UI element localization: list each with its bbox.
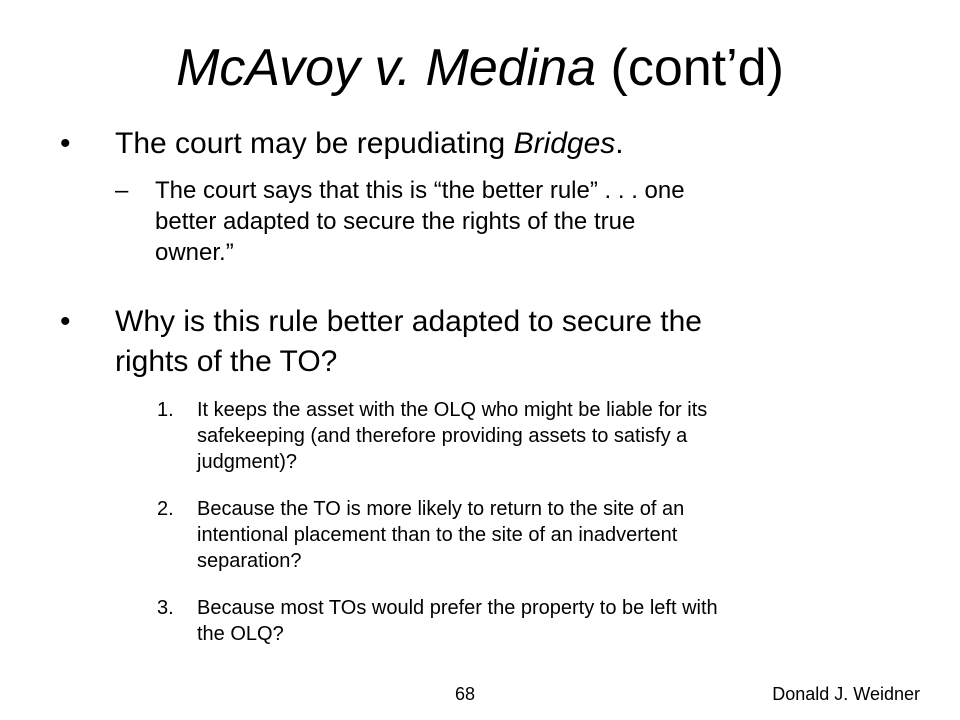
footer-author: Donald J. Weidner bbox=[772, 684, 920, 704]
text-line: separation? bbox=[197, 550, 302, 572]
text-line: The court says that this is “the better rule” . . . one bbox=[155, 177, 685, 204]
item-text bbox=[197, 397, 897, 475]
case-name: McAvoy v. Medina bbox=[176, 39, 597, 97]
bullet-marker: • bbox=[60, 305, 71, 338]
text-line: It keeps the asset with the OLQ who might be liable for its bbox=[197, 399, 708, 421]
bridges-case-name: Bridges bbox=[513, 127, 616, 160]
item-number: 3. bbox=[157, 597, 174, 619]
text-line: Because the TO is more likely to return to the site of an bbox=[197, 498, 685, 520]
bullet-2-text bbox=[115, 302, 915, 382]
title-suffix: (cont’d) bbox=[596, 39, 784, 97]
bullet-marker: • bbox=[60, 127, 71, 160]
dash-marker: – bbox=[115, 177, 129, 204]
text-line: safekeeping (and therefore providing assets to satisfy a bbox=[197, 425, 688, 447]
sub-bullet-1-text bbox=[155, 175, 855, 268]
slide-number: 68 bbox=[455, 684, 476, 704]
bullet-1-text bbox=[115, 124, 915, 164]
item-number: 1. bbox=[157, 399, 174, 421]
item-text bbox=[197, 496, 897, 574]
text-line: Why is this rule better adapted to secure the bbox=[115, 305, 702, 338]
bullet-1-text-start: The court may be repudiating bbox=[115, 127, 514, 160]
text-line: rights of the TO? bbox=[115, 345, 338, 378]
text-line: intentional placement than to the site of an inadvertent bbox=[197, 524, 678, 546]
text-line: better adapted to secure the rights of the true bbox=[155, 208, 636, 235]
text-line: Because most TOs would prefer the property to be left with bbox=[197, 597, 718, 619]
text-line: owner.” bbox=[155, 239, 234, 266]
text-line: the OLQ? bbox=[197, 623, 284, 645]
text-line: judgment)? bbox=[197, 451, 298, 473]
item-text bbox=[197, 595, 897, 647]
item-number: 2. bbox=[157, 498, 174, 520]
bullet-1-text-end: . bbox=[615, 127, 624, 160]
slide-title bbox=[0, 38, 960, 98]
